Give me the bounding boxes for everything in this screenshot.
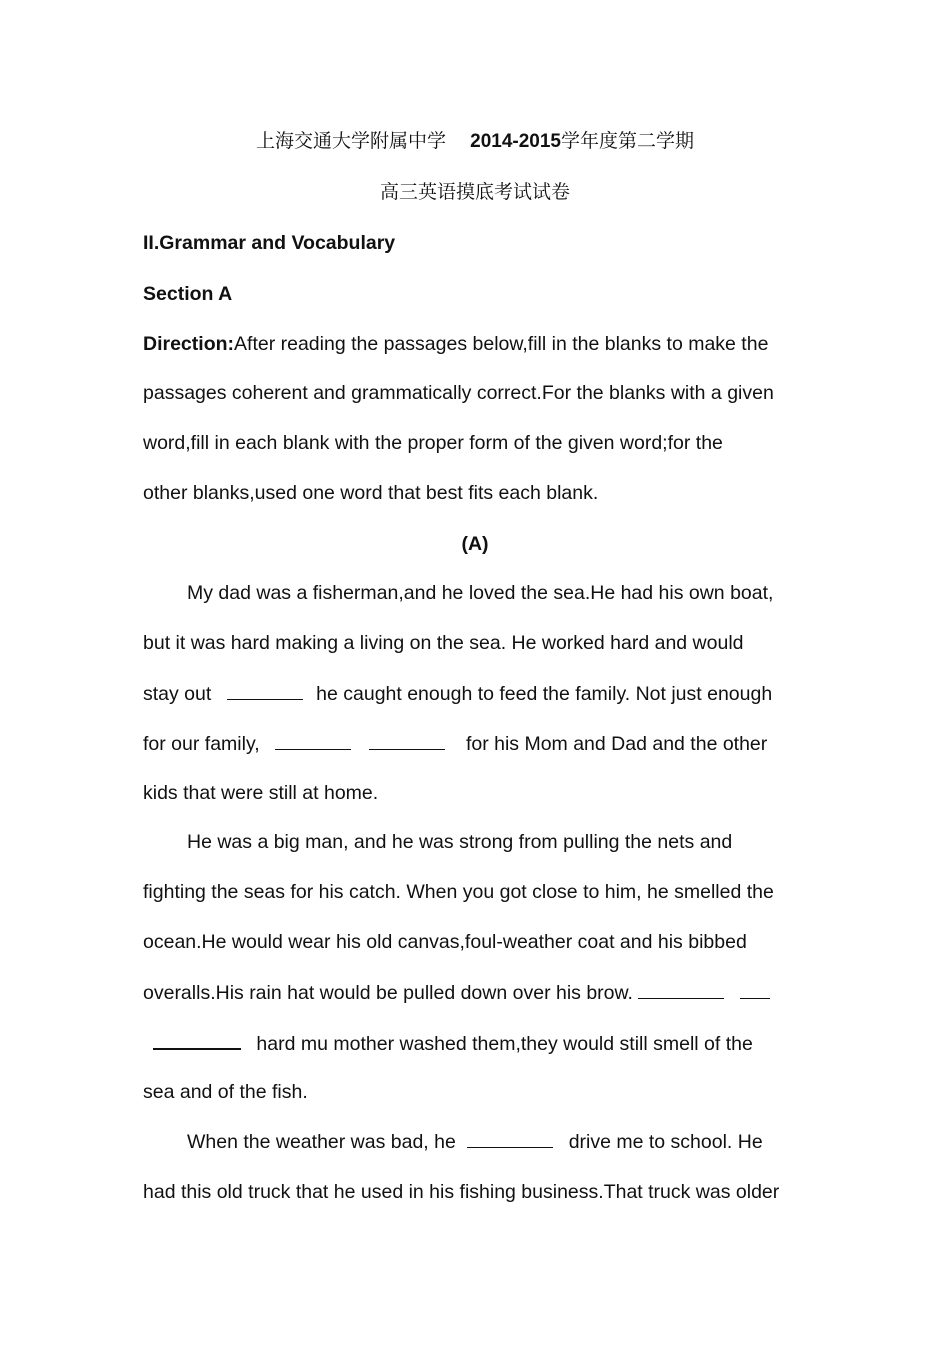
direction-line: [143, 332, 768, 356]
passage-label: (A): [461, 533, 489, 555]
passage-line: [143, 681, 772, 706]
passage-text: hard mu mother washed them,they would still smell of the: [256, 1033, 753, 1055]
academic-year: 2014-2015: [470, 131, 562, 152]
passage-line: kids that were still at home.: [143, 782, 379, 804]
answer-blank[interactable]: [369, 731, 445, 750]
passage-line: My dad was a fisherman,and he loved the sea.He had his own boat,: [187, 582, 774, 604]
passage-line: [143, 980, 770, 1005]
passage-line: fighting the seas for his catch. When you got close to him, he smelled the: [143, 881, 774, 903]
passage-text: stay out: [143, 683, 212, 705]
passage-line: [153, 1030, 753, 1056]
passage-line: had this old truck that he used in his fishing business.That truck was older: [143, 1181, 780, 1203]
passage-text: he caught enough to feed the family. Not just enough: [316, 683, 773, 705]
answer-blank[interactable]: [153, 1030, 241, 1050]
term-label: 学年度第二学期: [561, 130, 695, 152]
direction-line: other blanks,used one word that best fits each blank.: [143, 482, 599, 504]
part-title: II.Grammar and Vocabulary: [143, 232, 396, 254]
passage-line: [187, 1129, 763, 1154]
passage-line: [143, 731, 767, 756]
direction-label: Direction:: [143, 333, 235, 355]
passage-text: for his Mom and Dad and the other: [465, 733, 768, 755]
passage-text: When the weather was bad, he: [187, 1131, 456, 1153]
answer-blank[interactable]: [467, 1129, 553, 1148]
direction-line: word,fill in each blank with the proper form of the given word;for the: [143, 432, 723, 454]
passage-line: but it was hard making a living on the sea. He worked hard and would: [143, 632, 744, 654]
passage-text: overalls.His rain hat would be pulled down over his brow.: [143, 982, 633, 1004]
document-header: [0, 129, 950, 154]
direction-text: After reading the passages below,fill in the blanks to make the: [234, 333, 769, 355]
section-title: Section A: [143, 283, 233, 305]
passage-text: for our family,: [143, 733, 260, 755]
answer-blank[interactable]: [740, 980, 770, 999]
exam-title: 高三英语摸底考试试卷: [379, 181, 570, 203]
passage-line: ocean.He would wear his old canvas,foul-weather coat and his bibbed: [143, 931, 747, 953]
school-name: 上海交通大学附属中学: [255, 130, 446, 152]
direction-line: passages coherent and grammatically correct.For the blanks with a given: [143, 382, 774, 404]
passage-text: drive me to school. He: [568, 1131, 763, 1153]
passage-line: He was a big man, and he was strong from pulling the nets and: [187, 831, 733, 853]
passage-line: sea and of the fish.: [143, 1081, 308, 1103]
answer-blank[interactable]: [227, 681, 303, 700]
answer-blank[interactable]: [275, 731, 351, 750]
answer-blank[interactable]: [638, 980, 724, 999]
